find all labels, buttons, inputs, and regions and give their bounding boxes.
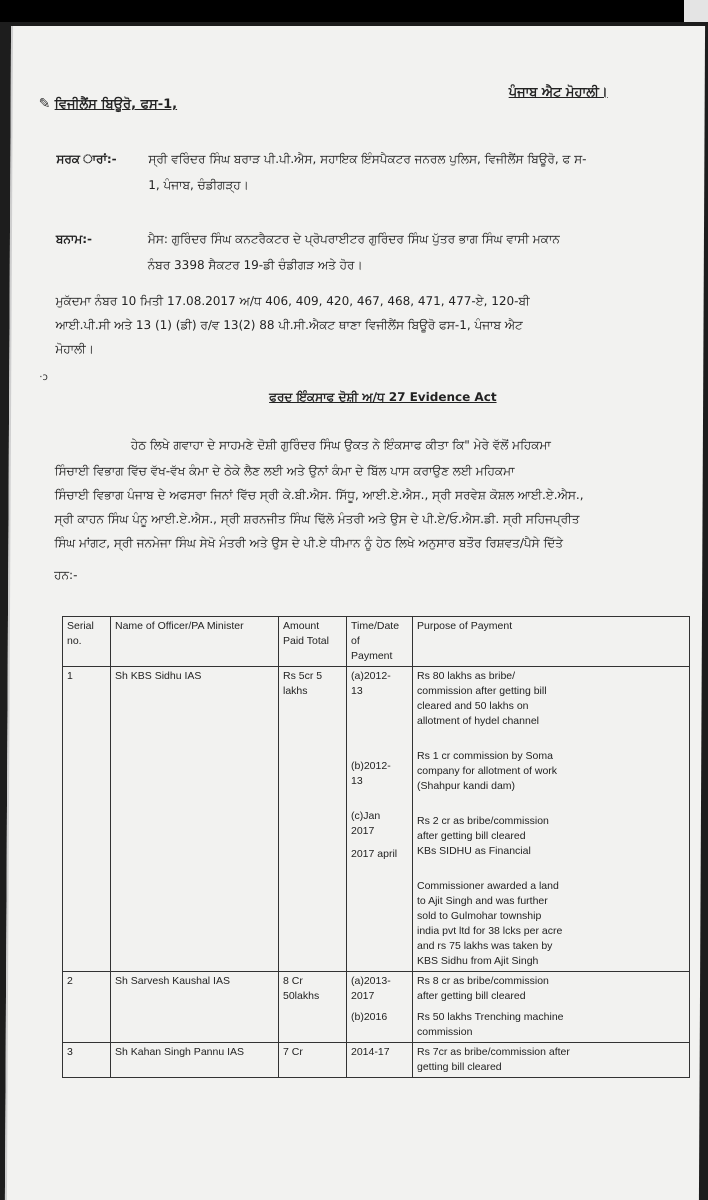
payments-table <box>62 616 690 1078</box>
from-line-2: 1, ਪੰਜਾਬ, ਚੰਡੀਗੜ੍ਹ। <box>148 178 249 192</box>
row-name: Sh KBS Sidhu IAS <box>111 667 279 972</box>
row-name: Sh Kahan Singh Pannu IAS <box>111 1043 279 1078</box>
row-purpose: Rs 8 cr as bribe/commission after getting bill cleared Rs 50 lakhs Trenching machine commission <box>413 972 690 1043</box>
table-row <box>63 1043 690 1078</box>
header-purpose: Purpose of Payment <box>413 617 690 667</box>
body-line-6: ਹਨ:- <box>54 568 78 582</box>
section-heading: ਫਰਦ ਇੰਕਸਾਫ ਦੋਸ਼ੀ ਅ/ਧ 27 Evidence Act <box>269 390 497 404</box>
row-serial: 2 <box>63 972 111 1043</box>
header-serial: Serial no. <box>63 617 111 667</box>
table-row <box>63 667 690 972</box>
row-purpose: Rs 7cr as bribe/commission after getting bill cleared <box>413 1043 690 1078</box>
row-time: (a)2012- 13 (b)2012- 13 (c)Jan 2017 2017 april <box>347 667 413 972</box>
table-header-row <box>63 617 690 667</box>
row-serial: 1 <box>63 667 111 972</box>
body-line-4: ਸ੍ਰੀ ਕਾਹਨ ਸਿੰਘ ਪੰਨੂ ਆਈ.ਏ.ਐਸ., ਸ੍ਰੀ ਸ਼ਰਨਜੀਤ ਸਿੰਘ ਢਿੱਲੋ ਮੰਤਰੀ ਅਤੇ ਉਸ ਦੇ ਪੀ.ਏ/ਓ.ਐਸ.ਡੀ. ਸ੍ਰੀ ਸਹਿਜਪ੍ਰੀਤ <box>54 512 580 526</box>
row-purpose: Rs 80 lakhs as bribe/ commission after getting bill cleared and 50 lakhs on allotment of hydel channel Rs 1 cr commission by Soma company for allotment of work (Shahpur kandi dam) Rs 2 cr as bribe/commission after getting bill cleared KBs SIDHU as Financial Commissioner awarded a land to Ajit Singh and was further sold to Gulmohar township india pvt ltd for 38 lcks per acre and rs 75 lakhs was taken by KBS Sidhu from Ajit Singh <box>413 667 690 972</box>
table-row <box>63 972 690 1043</box>
body-line-5: ਸਿੰਘ ਮਾਂਗਟ, ਸ੍ਰੀ ਜਨਮੇਜਾ ਸਿੰਘ ਸੇਖੋ ਮੰਤਰੀ ਅਤੇ ਉਸ ਦੇ ਪੀ.ਏ ਧੀਮਾਨ ਨੂੰ ਹੇਠ ਲਿਖੇ ਅਨੁਸਾਰ ਬਤੌਰ ਰਿਸ਼ਵਤ/ਪੈਸੇ ਦਿੱਤੇ <box>54 536 563 550</box>
header-name: Name of Officer/PA Minister <box>111 617 279 667</box>
to-line-2: ਨੰਬਰ 3398 ਸੈਕਟਰ 19-ਡੀ ਚੰਡੀਗੜ ਅਤੇ ਹੋਰ। <box>147 258 363 272</box>
to-line-1: ਮੈਸ: ਗੁਰਿੰਦਰ ਸਿੰਘ ਕਨਟਰੈਕਟਰ ਦੇ ਪ੍ਰੋਪਰਾਈਟਰ ਗੁਰਿੰਦਰ ਸਿੰਘ ਪੁੱਤਰ ਭਾਗ ਸਿੰਘ ਵਾਸੀ ਮਕਾਨ <box>147 232 560 246</box>
row-serial: 3 <box>63 1043 111 1078</box>
row-time: (a)2013- 2017 (b)2016 <box>347 972 413 1043</box>
top-bar <box>0 0 708 22</box>
row-time: 2014-17 <box>347 1043 413 1078</box>
letterhead-right: ਪੰਜਾਬ ਐਟ ਮੋਹਾਲੀ। <box>508 85 608 100</box>
case-line-2: ਆਈ.ਪੀ.ਸੀ ਅਤੇ 13 (1) (ਡੀ) ਰ/ਵ 13(2) 88 ਪੀ.ਸੀ.ਐਕਟ ਥਾਣਾ ਵਿਜੀਲੈਂਸ ਬਿਊਰੋ ਫਸ-1, ਪੰਜਾਬ ਐਟ <box>55 318 523 332</box>
row-amount: Rs 5cr 5 lakhs <box>279 667 347 972</box>
from-line-1: ਸ੍ਰੀ ਵਰਿੰਦਰ ਸਿੰਘ ਬਰਾੜ ਪੀ.ਪੀ.ਐਸ, ਸਹਾਇਕ ਇੰਸਪੈਕਟਰ ਜਨਰਲ ਪੁਲਿਸ, ਵਿਜੀਲੈਂਸ ਬਿਊਰੋ, ਫ ਸ- <box>148 152 587 166</box>
body-line-1: ਹੇਠ ਲਿਖੇ ਗਵਾਹਾ ਦੇ ਸਾਹਮਣੇ ਦੋਸ਼ੀ ਗੁਰਿੰਦਰ ਸਿੰਘ ਉਕਤ ਨੇ ਇੰਕਸਾਫ ਕੀਤਾ ਕਿ" ਮੇਰੇ ਵੱਲੋਂ ਮਹਿਕਮਾ <box>130 438 551 452</box>
letterhead-left: ਵਿਜੀਲੈਂਸ ਬਿਊਰੋ, ਫਸ-1, <box>54 97 178 112</box>
row-name: Sh Sarvesh Kaushal IAS <box>111 972 279 1043</box>
row-amount: 7 Cr <box>279 1043 347 1078</box>
to-label: ਬਨਾਮ:- <box>55 232 93 246</box>
margin-dot: ·ɔ <box>39 372 48 383</box>
header-amount: Amount Paid Total <box>279 617 347 667</box>
row-amount: 8 Cr 50lakhs <box>279 972 347 1043</box>
from-label: ਸਰਕ ਾਰਾਂ:- <box>56 152 117 166</box>
case-line-3: ਮੋਹਾਲੀ। <box>55 342 94 356</box>
header-time: Time/Date of Payment <box>347 617 413 667</box>
page-edge <box>684 0 708 22</box>
case-line-1: ਮੁਕੱਦਮਾ ਨੰਬਰ 10 ਮਿਤੀ 17.08.2017 ਅ/ਧ 406, 409, 420, 467, 468, 471, 477-ਏ, 120-ਬੀ <box>55 294 530 308</box>
body-line-3: ਸਿੰਚਾਈ ਵਿਭਾਗ ਪੰਜਾਬ ਦੇ ਅਫਸਰਾ ਜਿਨਾਂ ਵਿੱਚ ਸ੍ਰੀ ਕੇ.ਬੀ.ਐਸ. ਸਿੱਧੂ, ਆਈ.ਏ.ਐਸ., ਸ੍ਰੀ ਸਰਵੇਸ਼ ਕੋਸ਼ਲ ਆਈ.ਏ.ਐਸ., <box>54 488 584 502</box>
body-line-2: ਸਿੰਚਾਈ ਵਿਭਾਗ ਵਿੱਚ ਵੱਖ-ਵੱਖ ਕੰਮਾ ਦੇ ਠੇਕੇ ਲੈਣ ਲਈ ਅਤੇ ਉਨਾਂ ਕੰਮਾ ਦੇ ਬਿੱਲ ਪਾਸ ਕਰਾਉਣ ਲਈ ਮਹਿਕਮਾ <box>54 464 515 478</box>
margin-mark: ✎ <box>38 96 51 112</box>
